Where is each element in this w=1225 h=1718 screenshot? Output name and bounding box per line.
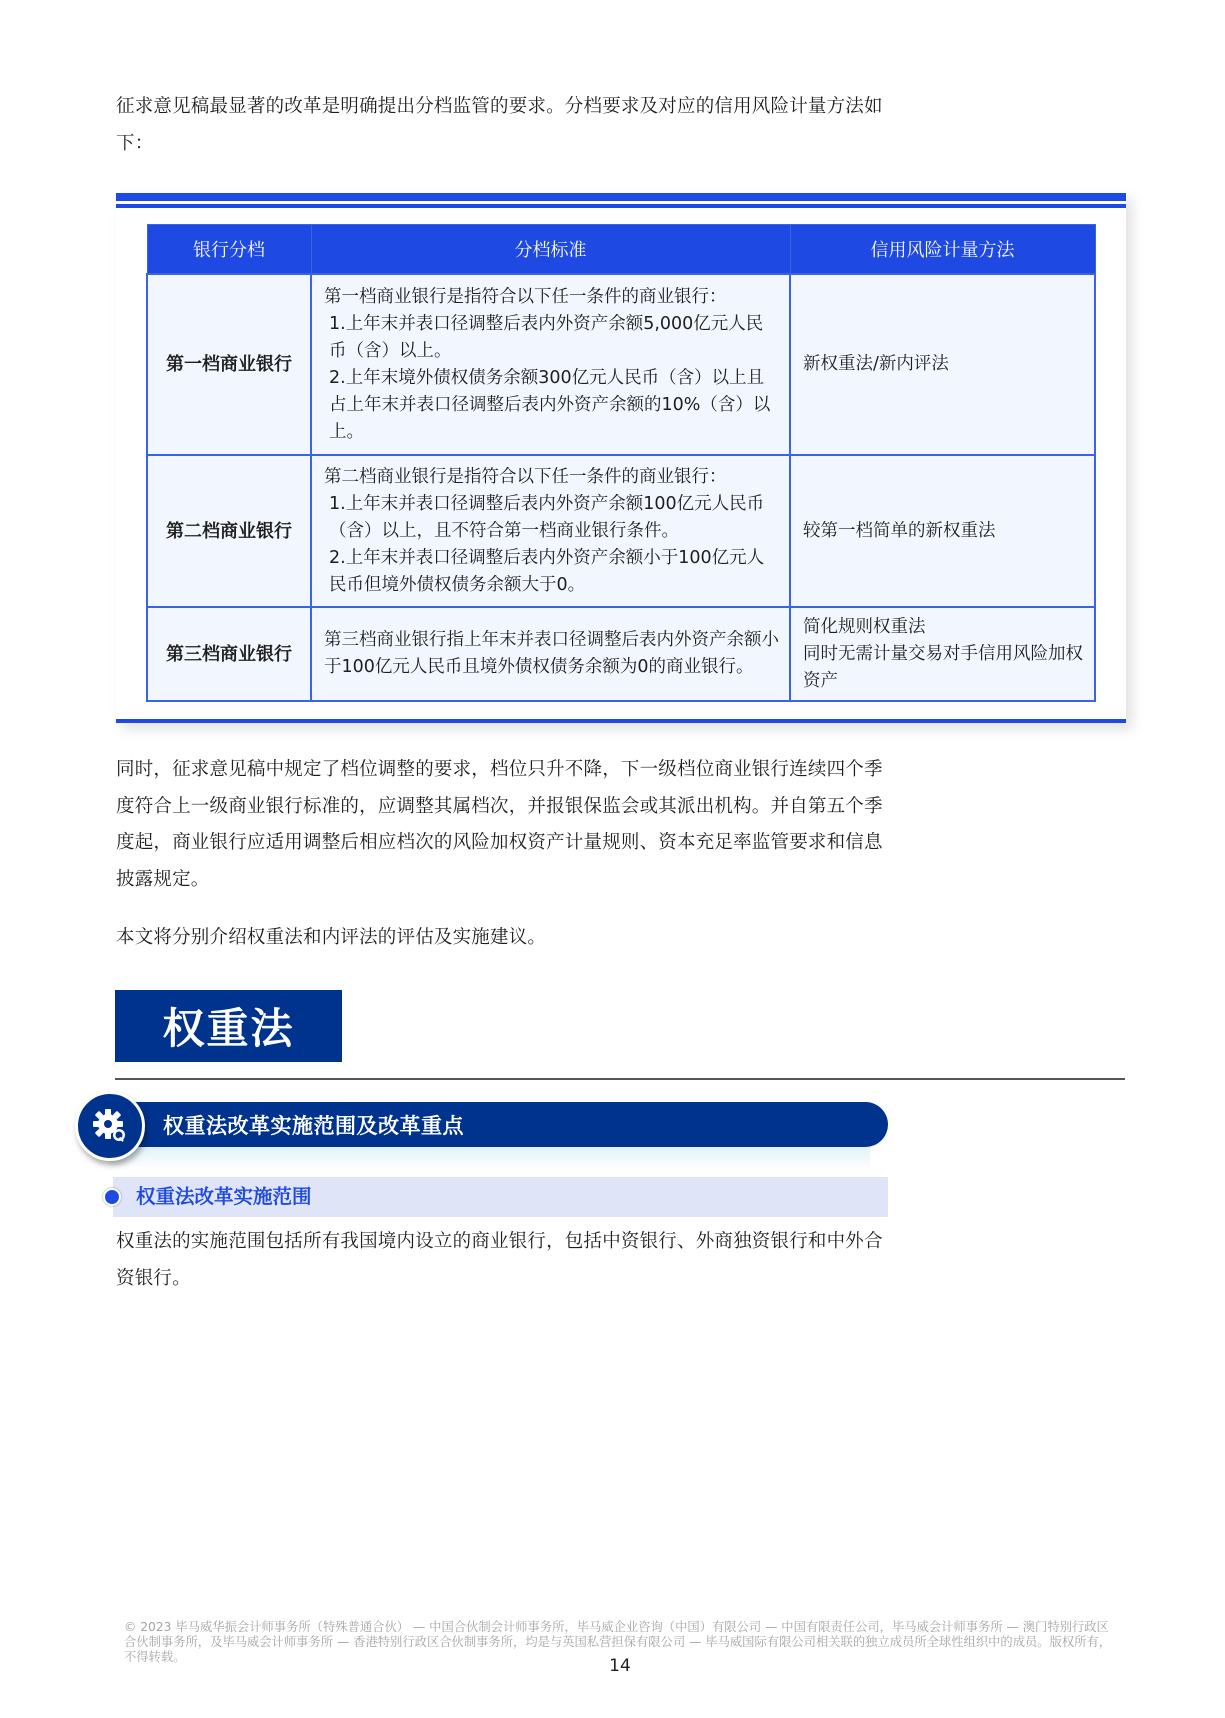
criteria-line: 第三档商业银行指上年末并表口径调整后表内外资产余额小于100亿元人民币且境外债权债务余额为0的商业银行。 xyxy=(324,630,779,677)
header-tier: 银行分档 xyxy=(147,225,311,275)
outline-paragraph: 本文将分别介绍权重法和内评法的评估及实施建议。 xyxy=(116,927,547,948)
gear-icon-badge xyxy=(75,1091,145,1161)
tier-name: 第一档商业银行 xyxy=(147,274,311,455)
tier-table xyxy=(146,224,1096,702)
bullet-dot-icon xyxy=(103,1188,121,1206)
tier-name: 第二档商业银行 xyxy=(147,455,311,607)
scope-paragraph: 权重法的实施范围包括所有我国境内设立的商业银行，包括中资银行、外商独资银行和中外合资银行。 xyxy=(116,1231,883,1289)
tier-name: 第三档商业银行 xyxy=(147,607,311,701)
tier-criteria xyxy=(311,607,790,701)
gear-icon xyxy=(91,1107,129,1145)
criteria-line: 1.上年末并表口径调整后表内外资产余额100亿元人民币（含）以上，且不符合第一档商业银行条件。 xyxy=(329,493,765,541)
tier-method xyxy=(790,455,1095,607)
intro-paragraph: 征求意见稿最显著的改革是明确提出分档监管的要求。分档要求及对应的信用风险计量方法如下： xyxy=(116,96,883,154)
table-row xyxy=(147,455,1095,607)
tier-method xyxy=(790,274,1095,455)
table-header-row xyxy=(147,225,1095,275)
criteria-line: 第一档商业银行是指符合以下任一条件的商业银行： xyxy=(324,286,727,307)
subheading-label: 权重法改革实施范围及改革重点 xyxy=(163,1113,464,1138)
method-line: 较第一档简单的新权重法 xyxy=(803,520,996,541)
criteria-line: 第二档商业银行是指符合以下任一条件的商业银行： xyxy=(324,466,727,487)
table-top-bar-thin xyxy=(116,204,1126,208)
section-title: 权重法 xyxy=(115,990,342,1062)
table-top-bar xyxy=(116,193,1126,201)
header-criteria: 分档标准 xyxy=(311,225,790,275)
tier-criteria xyxy=(311,455,790,607)
method-line: 同时无需计量交易对手信用风险加权资产 xyxy=(803,643,1083,691)
header-method: 信用风险计量方法 xyxy=(790,225,1095,275)
adjustment-paragraph: 同时，征求意见稿中规定了档位调整的要求，档位只升不降，下一级档位商业银行连续四个季度符合上一级商业银行标准的，应调整其属档次，并报银保监会或其派出机构。并自第五个季度起，商业银行应适用调整后相应档次的风险加权资产计量规则、资本充足率监管要求和信息披露规定。 xyxy=(116,759,883,890)
tier-table-card xyxy=(116,193,1126,723)
method-line: 新权重法/新内评法 xyxy=(803,354,949,374)
method-line: 简化规则权重法 xyxy=(803,616,926,637)
subsubheading-label: 权重法改革实施范围 xyxy=(136,1185,312,1208)
page-number: 14 xyxy=(609,1656,631,1676)
table-row xyxy=(147,607,1095,701)
table-bottom-bar xyxy=(116,719,1126,723)
table-row xyxy=(147,274,1095,455)
footer-copyright: © 2023 毕马威华振会计师事务所（特殊普通合伙） — 中国合伙制会计师事务所，毕马威企业咨询（中国）有限公司 — 中国有限责任公司，毕马威会计师事务所 — 澳门特别行政区合伙制事务所，及毕马威会计师事务所 — 香港特别行政区合伙制事务所，均是与英国私营担保有限公司 — 毕马威国际有限公司相关联的独立成员所全球性组织中的成员。版权所有，不得转载。 xyxy=(124,1620,1112,1664)
subheading-pill xyxy=(110,1102,888,1147)
tier-method xyxy=(790,607,1095,701)
section-divider xyxy=(115,1078,1125,1080)
tier-criteria xyxy=(311,274,790,455)
criteria-line: 2.上年末并表口径调整后表内外资产余额小于100亿元人民币但境外债权债务余额大于0。 xyxy=(329,547,765,595)
criteria-line: 2.上年末境外债权债务余额300亿元人民币（含）以上且占上年末并表口径调整后表内外资产余额的10%（含）以上。 xyxy=(329,367,771,442)
criteria-line: 1.上年末并表口径调整后表内外资产余额5,000亿元人民币（含）以上。 xyxy=(329,313,764,361)
